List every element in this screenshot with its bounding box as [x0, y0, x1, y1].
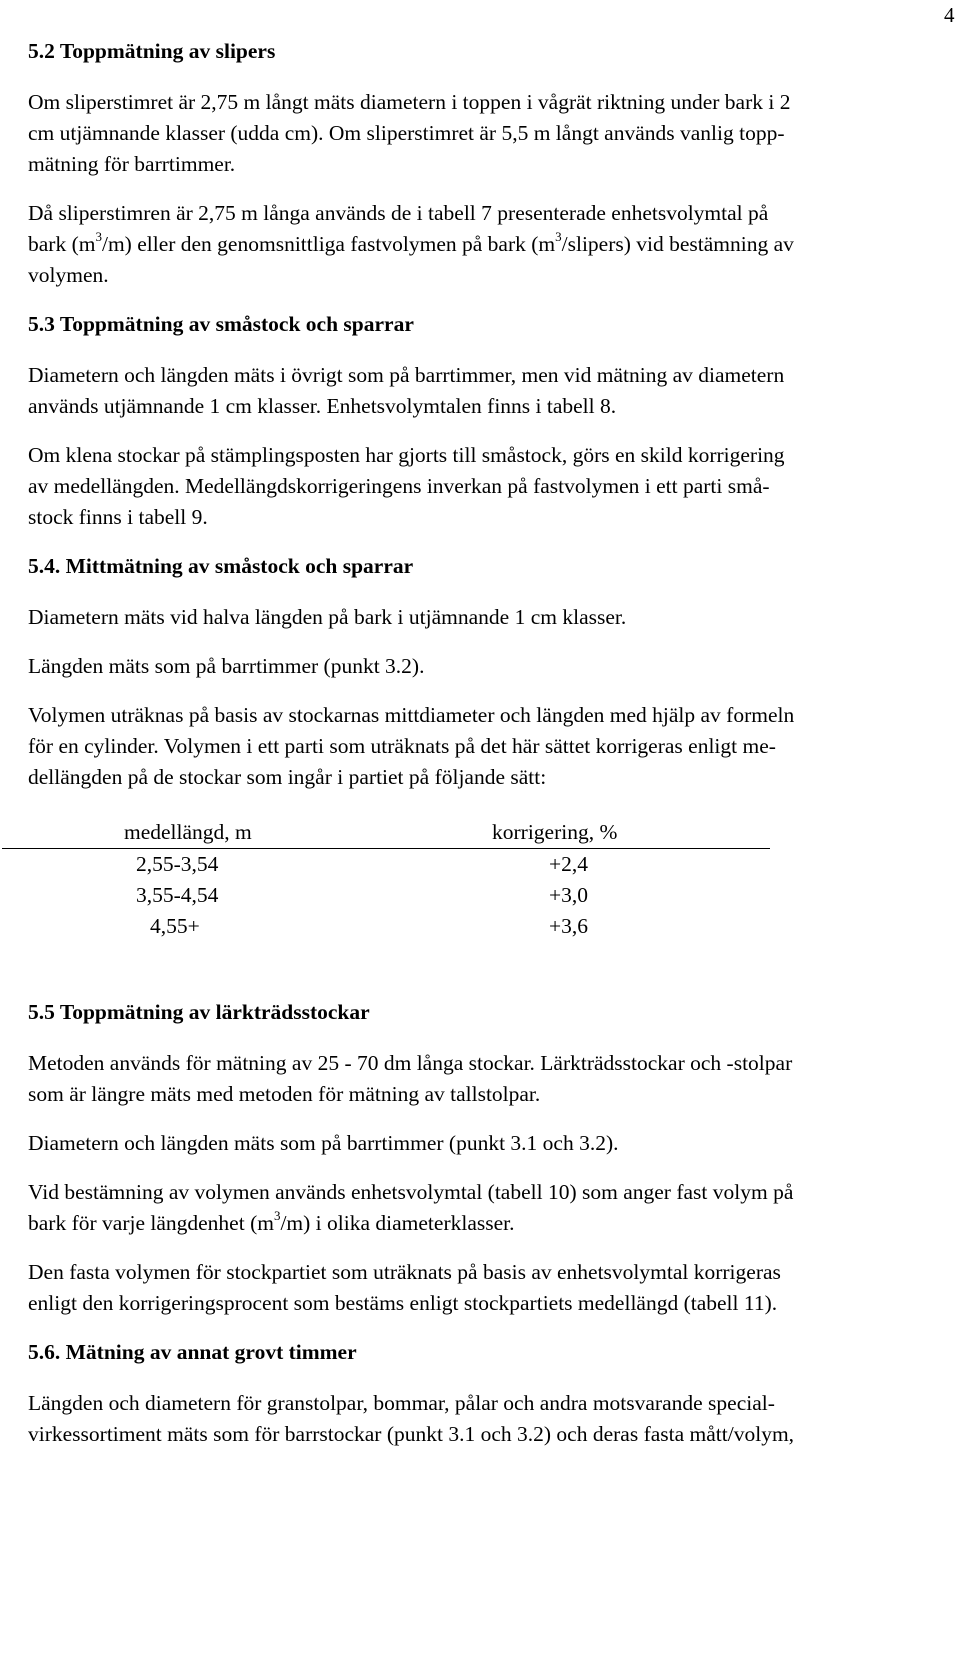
table-row: 4,55+ +3,6 — [150, 914, 589, 938]
paragraph: Metoden används för mätning av 25 - 70 dm långa stockar. Lärkträdsstockar och -stolpar som är längre mäts med metoden för mätning av tallstolpar. — [28, 1051, 793, 1106]
section-heading-5-2: 5.2 Toppmätning av slipers — [28, 39, 276, 63]
paragraph: Den fasta volymen för stockpartiet som uträknats på basis av enhetsvolymtal korrigeras enligt den korrigeringsprocent som bestäms enligt stockpartiets medellängd (tabell 11). — [28, 1260, 781, 1315]
table-row: 3,55-4,54 +3,0 — [136, 883, 589, 907]
paragraph: Diametern och längden mäts som på barrtimmer (punkt 3.1 och 3.2). — [28, 1131, 619, 1155]
section-heading-5-3: 5.3 Toppmätning av småstock och sparrar — [28, 312, 414, 336]
paragraph: Då sliperstimren är 2,75 m långa används de i tabell 7 presenterade enhetsvolymtal på bark $(m^3/m)$ eller den genomsnittliga fastvolymen på bark $(m^3/slipers)$ vid bestämning av volymen. — [28, 201, 794, 287]
paragraph: Diametern mäts vid halva längden på bark i utjämnande 1 cm klasser. — [28, 605, 627, 629]
table-header-row — [2, 817, 770, 849]
column-header-medellangd: medellängd, m — [2, 817, 492, 849]
column-header-korrigering: korrigering, % — [492, 817, 770, 849]
paragraph: Diametern och längden mäts i övrigt som på barrtimmer, men vid mätning av diametern används utjämnande 1 cm klasser. Enhetsvolymtalen finns i tabell 8. — [28, 363, 785, 418]
table-row: 2,55-3,54 +2,4 — [136, 852, 589, 876]
paragraph: Volymen uträknas på basis av stockarnas mittdiameter och längden med hjälp av formeln för en cylinder. Volymen i ett parti som uträknats på det här sättet korrigeras enligt me- dellängden på de stockar som ingår i partiet på följande sätt: — [28, 703, 795, 789]
paragraph: Om sliperstimret är 2,75 m långt mäts diametern i toppen i vågrät riktning under bark i 2 cm utjämnande klasser (udda cm). Om sliperstimret är 5,5 m långt används vanlig topp- mätning för barrtimmer. — [28, 90, 791, 176]
paragraph: Om klena stockar på stämplingsposten har gjorts till småstock, görs en skild korrigering av medellängden. Medellängdskorrigeringens inverkan på fastvolymen i ett parti små- stock finns i tabell 9. — [28, 443, 785, 529]
page-number: 4 — [944, 3, 955, 27]
section-heading-5-4: 5.4. Mittmätning av småstock och sparrar — [28, 554, 414, 578]
section-heading-5-5: 5.5 Toppmätning av lärkträdsstockar — [28, 1000, 370, 1024]
paragraph: Vid bestämning av volymen används enhetsvolymtal (tabell 10) som anger fast volym på bark för varje längdenhet $(m^3/m)$ i olika diameterklasser. — [28, 1180, 794, 1235]
section-heading-5-6: 5.6. Mätning av annat grovt timmer — [28, 1340, 357, 1364]
paragraph: Längden och diametern för granstolpar, bommar, pålar och andra motsvarande special- virkessortiment mäts som för barrstockar (punkt 3.1 och 3.2) och deras fasta mått/volym, — [28, 1391, 795, 1446]
correction-table — [2, 817, 770, 942]
paragraph: Längden mäts som på barrtimmer (punkt 3.2). — [28, 654, 425, 678]
document-body — [28, 36, 948, 1450]
